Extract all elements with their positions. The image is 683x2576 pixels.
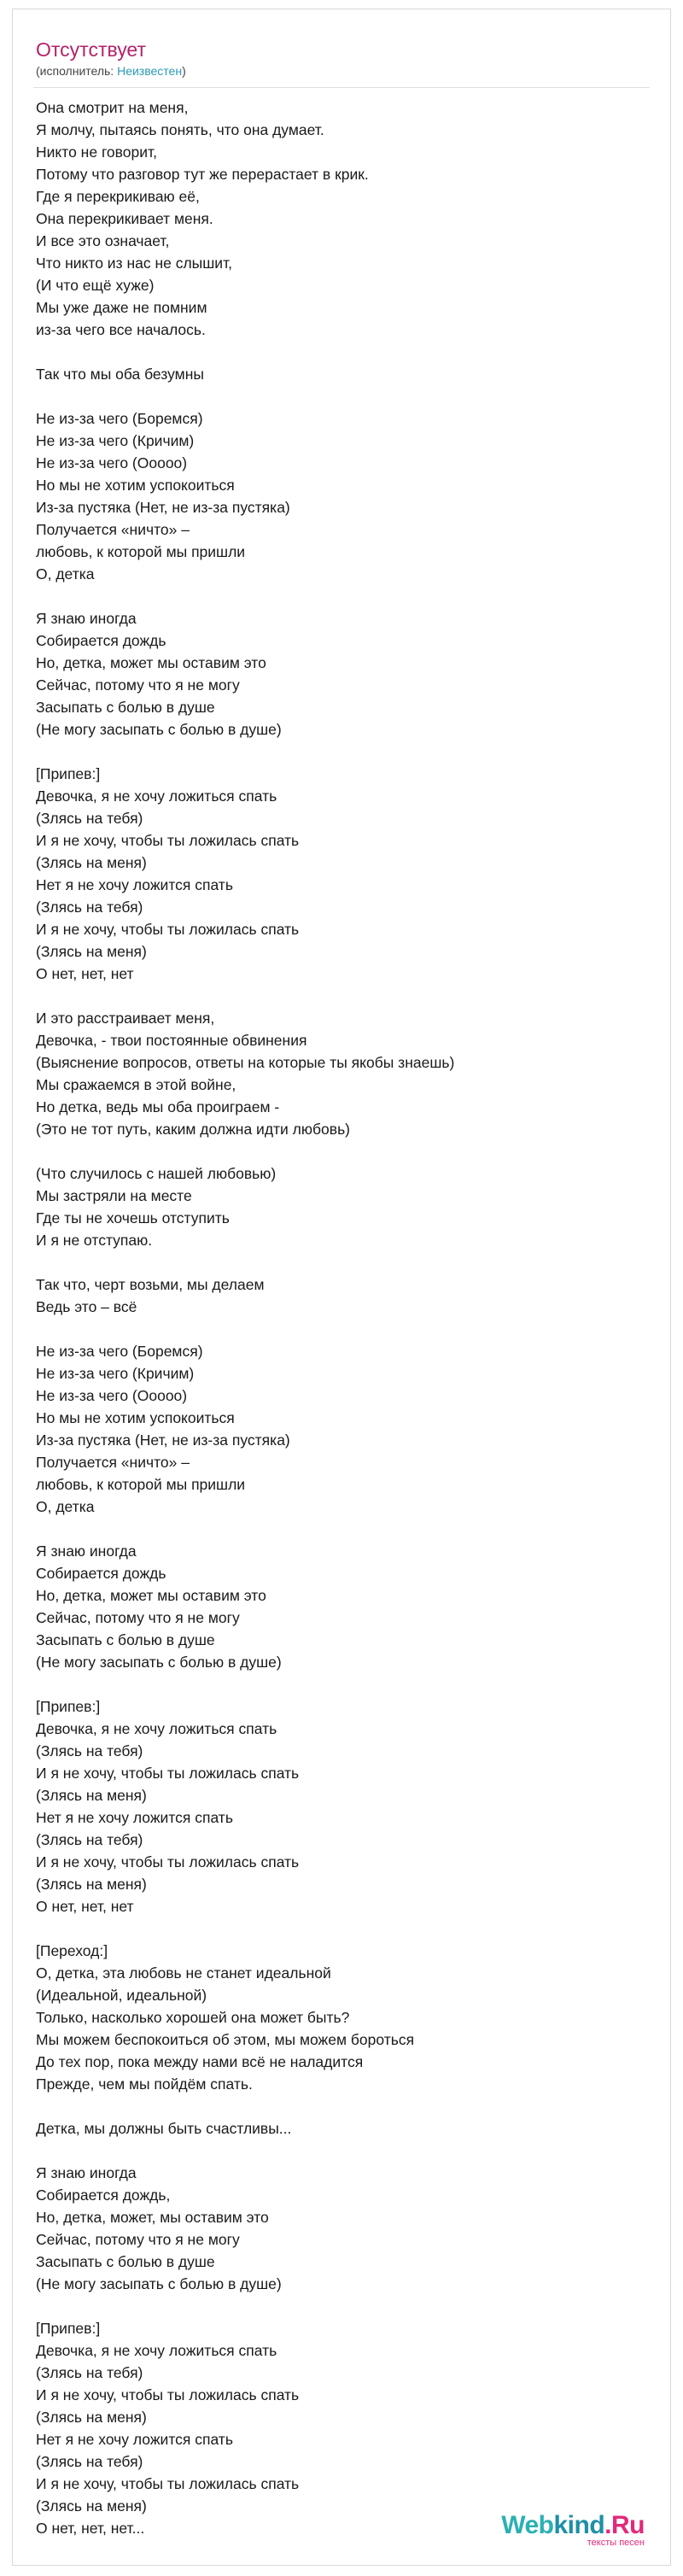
lyric-line: Засыпать с болью в душе: [36, 2253, 215, 2270]
lyric-line: (Злясь на тебя): [36, 1831, 143, 1848]
performer-line: [36, 63, 670, 79]
lyric-line: И я не хочу, чтобы ты ложилась спать: [36, 2475, 300, 2492]
lyric-line: О, детка, эта любовь не станет идеальной: [36, 1964, 331, 1982]
lyric-line: Так что мы оба безумны: [36, 366, 204, 383]
lyric-line: Не из-за чего (Кричим): [36, 432, 195, 449]
lyric-line: И я не хочу, чтобы ты ложилась спать: [36, 921, 300, 938]
lyric-line: (Выяснение вопросов, ответы на которые ты якобы знаешь): [36, 1054, 455, 1071]
lyric-line: [Переход:]: [36, 1942, 108, 1959]
lyric-blank-line: [36, 741, 670, 763]
lyric-line: [Припев:]: [36, 1698, 101, 1715]
lyric-line: Так что, черт возьми, мы делаем: [36, 1276, 265, 1293]
lyric-blank-line: [36, 985, 670, 1007]
webkind-logo[interactable]: [501, 2512, 645, 2548]
lyric-line: Засыпать с болью в душе: [36, 1631, 215, 1648]
lyric-line: И это расстраивает меня,: [36, 1010, 215, 1027]
lyric-line: Потому что разговор тут же перерастает в крик.: [36, 166, 369, 183]
lyric-line: Я молчу, пытаясь понять, что она думает.: [36, 121, 324, 138]
lyric-line: Где ты не хочешь отступить: [36, 1209, 230, 1227]
lyric-line: (Не могу засыпать с болью в душе): [36, 1654, 282, 1671]
lyric-line: И я не отступаю.: [36, 1232, 153, 1249]
lyric-line: Девочка, - твои постоянные обвинения: [36, 1032, 307, 1049]
lyric-line: Я знаю иногда: [36, 2164, 137, 2181]
artist-link[interactable]: Неизвестен: [117, 64, 183, 78]
lyric-line: любовь, к которой мы пришли: [36, 543, 246, 560]
lyric-line: [Припев:]: [36, 765, 101, 782]
lyric-line: Но детка, ведь мы оба проиграем -: [36, 1098, 280, 1115]
song-header: [13, 9, 670, 79]
lyric-blank-line: [36, 1673, 670, 1695]
lyric-line: Нет я не хочу ложится спать: [36, 876, 233, 893]
lyric-line: Но мы не хотим успокоиться: [36, 1409, 235, 1426]
lyrics-text: [13, 88, 670, 2539]
lyric-line: (Злясь на меня): [36, 943, 147, 960]
logo-part-kind: kind: [553, 2511, 605, 2539]
lyric-line: Сейчас, потому что я не могу: [36, 2231, 240, 2248]
lyric-line: (Злясь на тебя): [36, 2364, 143, 2381]
lyric-line: О нет, нет, нет...: [36, 2520, 145, 2537]
lyric-line: Она смотрит на меня,: [36, 99, 189, 116]
lyric-blank-line: [36, 1917, 670, 1940]
lyric-line: Но мы не хотим успокоиться: [36, 477, 235, 494]
logo-part-web: Web: [501, 2511, 554, 2539]
lyric-line: Собирается дождь: [36, 1565, 166, 1582]
lyric-line: (Что случилось с нашей любовью): [36, 1165, 277, 1182]
lyric-line: Нет я не хочу ложится спать: [36, 1809, 233, 1826]
lyric-line: Девочка, я не хочу ложиться спать: [36, 1720, 277, 1737]
lyric-line: любовь, к которой мы пришли: [36, 1476, 246, 1493]
lyric-line: Из-за пустяка (Нет, не из-за пустяка): [36, 499, 290, 516]
lyric-line: (Идеальной, идеальной): [36, 1987, 207, 2004]
lyric-line: (Злясь на тебя): [36, 2453, 143, 2470]
lyric-line: Детка, мы должны быть счастливы...: [36, 2120, 292, 2137]
logo-tagline: тексты песен: [587, 2538, 645, 2548]
lyric-blank-line: [36, 2095, 670, 2117]
lyric-line: (Злясь на тебя): [36, 899, 143, 916]
performer-prefix: (исполнитель:: [36, 64, 118, 78]
lyric-line: (Злясь на тебя): [36, 810, 143, 827]
lyric-line: Что никто из нас не слышит,: [36, 255, 233, 272]
lyric-line: И я не хочу, чтобы ты ложилась спать: [36, 2386, 300, 2403]
lyric-line: Нет я не хочу ложится спать: [36, 2431, 233, 2448]
lyric-blank-line: [36, 341, 670, 363]
lyric-line: (Злясь на меня): [36, 1787, 147, 1804]
lyric-line: До тех пор, пока между нами всё не наладится: [36, 2053, 364, 2070]
lyric-line: (И что ещё хуже): [36, 277, 155, 294]
logo-part-ru: .Ru: [604, 2511, 645, 2539]
lyrics-page: [12, 9, 671, 2566]
lyric-line: Но, детка, может мы оставим это: [36, 1587, 266, 1604]
lyric-line: (Злясь на тебя): [36, 1742, 143, 1759]
lyric-line: Только, насколько хорошей она может быть?: [36, 2009, 350, 2026]
lyric-line: Не из-за чего (Боремся): [36, 1343, 203, 1360]
lyric-line: Не из-за чего (Ооооо): [36, 454, 188, 471]
lyric-line: Получается «ничто» –: [36, 521, 190, 538]
lyric-blank-line: [36, 585, 670, 607]
lyric-line: [Припев:]: [36, 2320, 101, 2337]
lyric-line: Где я перекрикиваю её,: [36, 188, 200, 205]
lyric-line: Мы можем беспокоиться об этом, мы можем бороться: [36, 2031, 415, 2048]
lyric-line: И все это означает,: [36, 232, 170, 249]
lyric-line: И я не хочу, чтобы ты ложилась спать: [36, 1765, 300, 1782]
song-title: Отсутствует: [36, 38, 146, 61]
lyric-line: Я знаю иногда: [36, 610, 137, 627]
lyric-line: О нет, нет, нет: [36, 1898, 134, 1915]
lyric-line: Она перекрикивает меня.: [36, 210, 213, 227]
lyric-line: Не из-за чего (Кричим): [36, 1365, 195, 1382]
lyric-line: О, детка: [36, 1498, 95, 1515]
lyric-blank-line: [36, 2140, 670, 2162]
lyric-line: Собирается дождь: [36, 632, 166, 649]
lyric-line: Получается «ничто» –: [36, 1454, 190, 1471]
lyric-blank-line: [36, 1518, 670, 1540]
lyric-line: Никто не говорит,: [36, 143, 157, 161]
performer-suffix: ): [182, 64, 186, 78]
lyric-line: Но, детка, может, мы оставим это: [36, 2209, 269, 2226]
lyric-blank-line: [36, 1140, 670, 1162]
lyric-line: Сейчас, потому что я не могу: [36, 676, 240, 694]
lyric-line: (Злясь на меня): [36, 1876, 147, 1893]
lyric-blank-line: [36, 1251, 670, 1273]
lyric-line: Не из-за чего (Ооооо): [36, 1387, 188, 1404]
lyric-line: (Злясь на меня): [36, 854, 147, 871]
lyric-line: Девочка, я не хочу ложиться спать: [36, 2342, 277, 2359]
lyric-blank-line: [36, 1318, 670, 1340]
logo-wordmark: [501, 2512, 645, 2539]
lyric-line: Ведь это – всё: [36, 1298, 137, 1315]
lyric-line: Засыпать с болью в душе: [36, 699, 215, 716]
lyric-line: Девочка, я не хочу ложиться спать: [36, 787, 277, 805]
lyric-line: Прежде, чем мы пойдём спать.: [36, 2075, 253, 2093]
lyric-line: О, детка: [36, 565, 95, 583]
lyric-blank-line: [36, 385, 670, 407]
lyric-line: Мы застряли на месте: [36, 1187, 192, 1204]
lyric-line: (Злясь на меня): [36, 2409, 147, 2426]
lyric-line: И я не хочу, чтобы ты ложилась спать: [36, 832, 300, 849]
lyric-line: Сейчас, потому что я не могу: [36, 1609, 240, 1626]
lyric-line: Из-за пустяка (Нет, не из-за пустяка): [36, 1431, 290, 1449]
lyric-line: Собирается дождь,: [36, 2187, 171, 2204]
lyric-line: О нет, нет, нет: [36, 965, 134, 982]
lyric-line: (Это не тот путь, каким должна идти любовь): [36, 1121, 351, 1138]
lyric-line: из-за чего все началось.: [36, 321, 206, 338]
lyric-line: Я знаю иногда: [36, 1543, 137, 1560]
lyric-line: (Не могу засыпать с болью в душе): [36, 721, 282, 738]
lyric-line: И я не хочу, чтобы ты ложилась спать: [36, 1853, 300, 1871]
lyric-line: Не из-за чего (Боремся): [36, 410, 203, 427]
lyric-line: Мы сражаемся в этой войне,: [36, 1076, 236, 1093]
lyric-blank-line: [36, 2295, 670, 2317]
lyric-line: Но, детка, может мы оставим это: [36, 654, 266, 671]
lyric-line: Мы уже даже не помним: [36, 299, 207, 316]
lyric-line: (Не могу засыпать с болью в душе): [36, 2275, 282, 2292]
lyric-line: (Злясь на меня): [36, 2497, 147, 2515]
